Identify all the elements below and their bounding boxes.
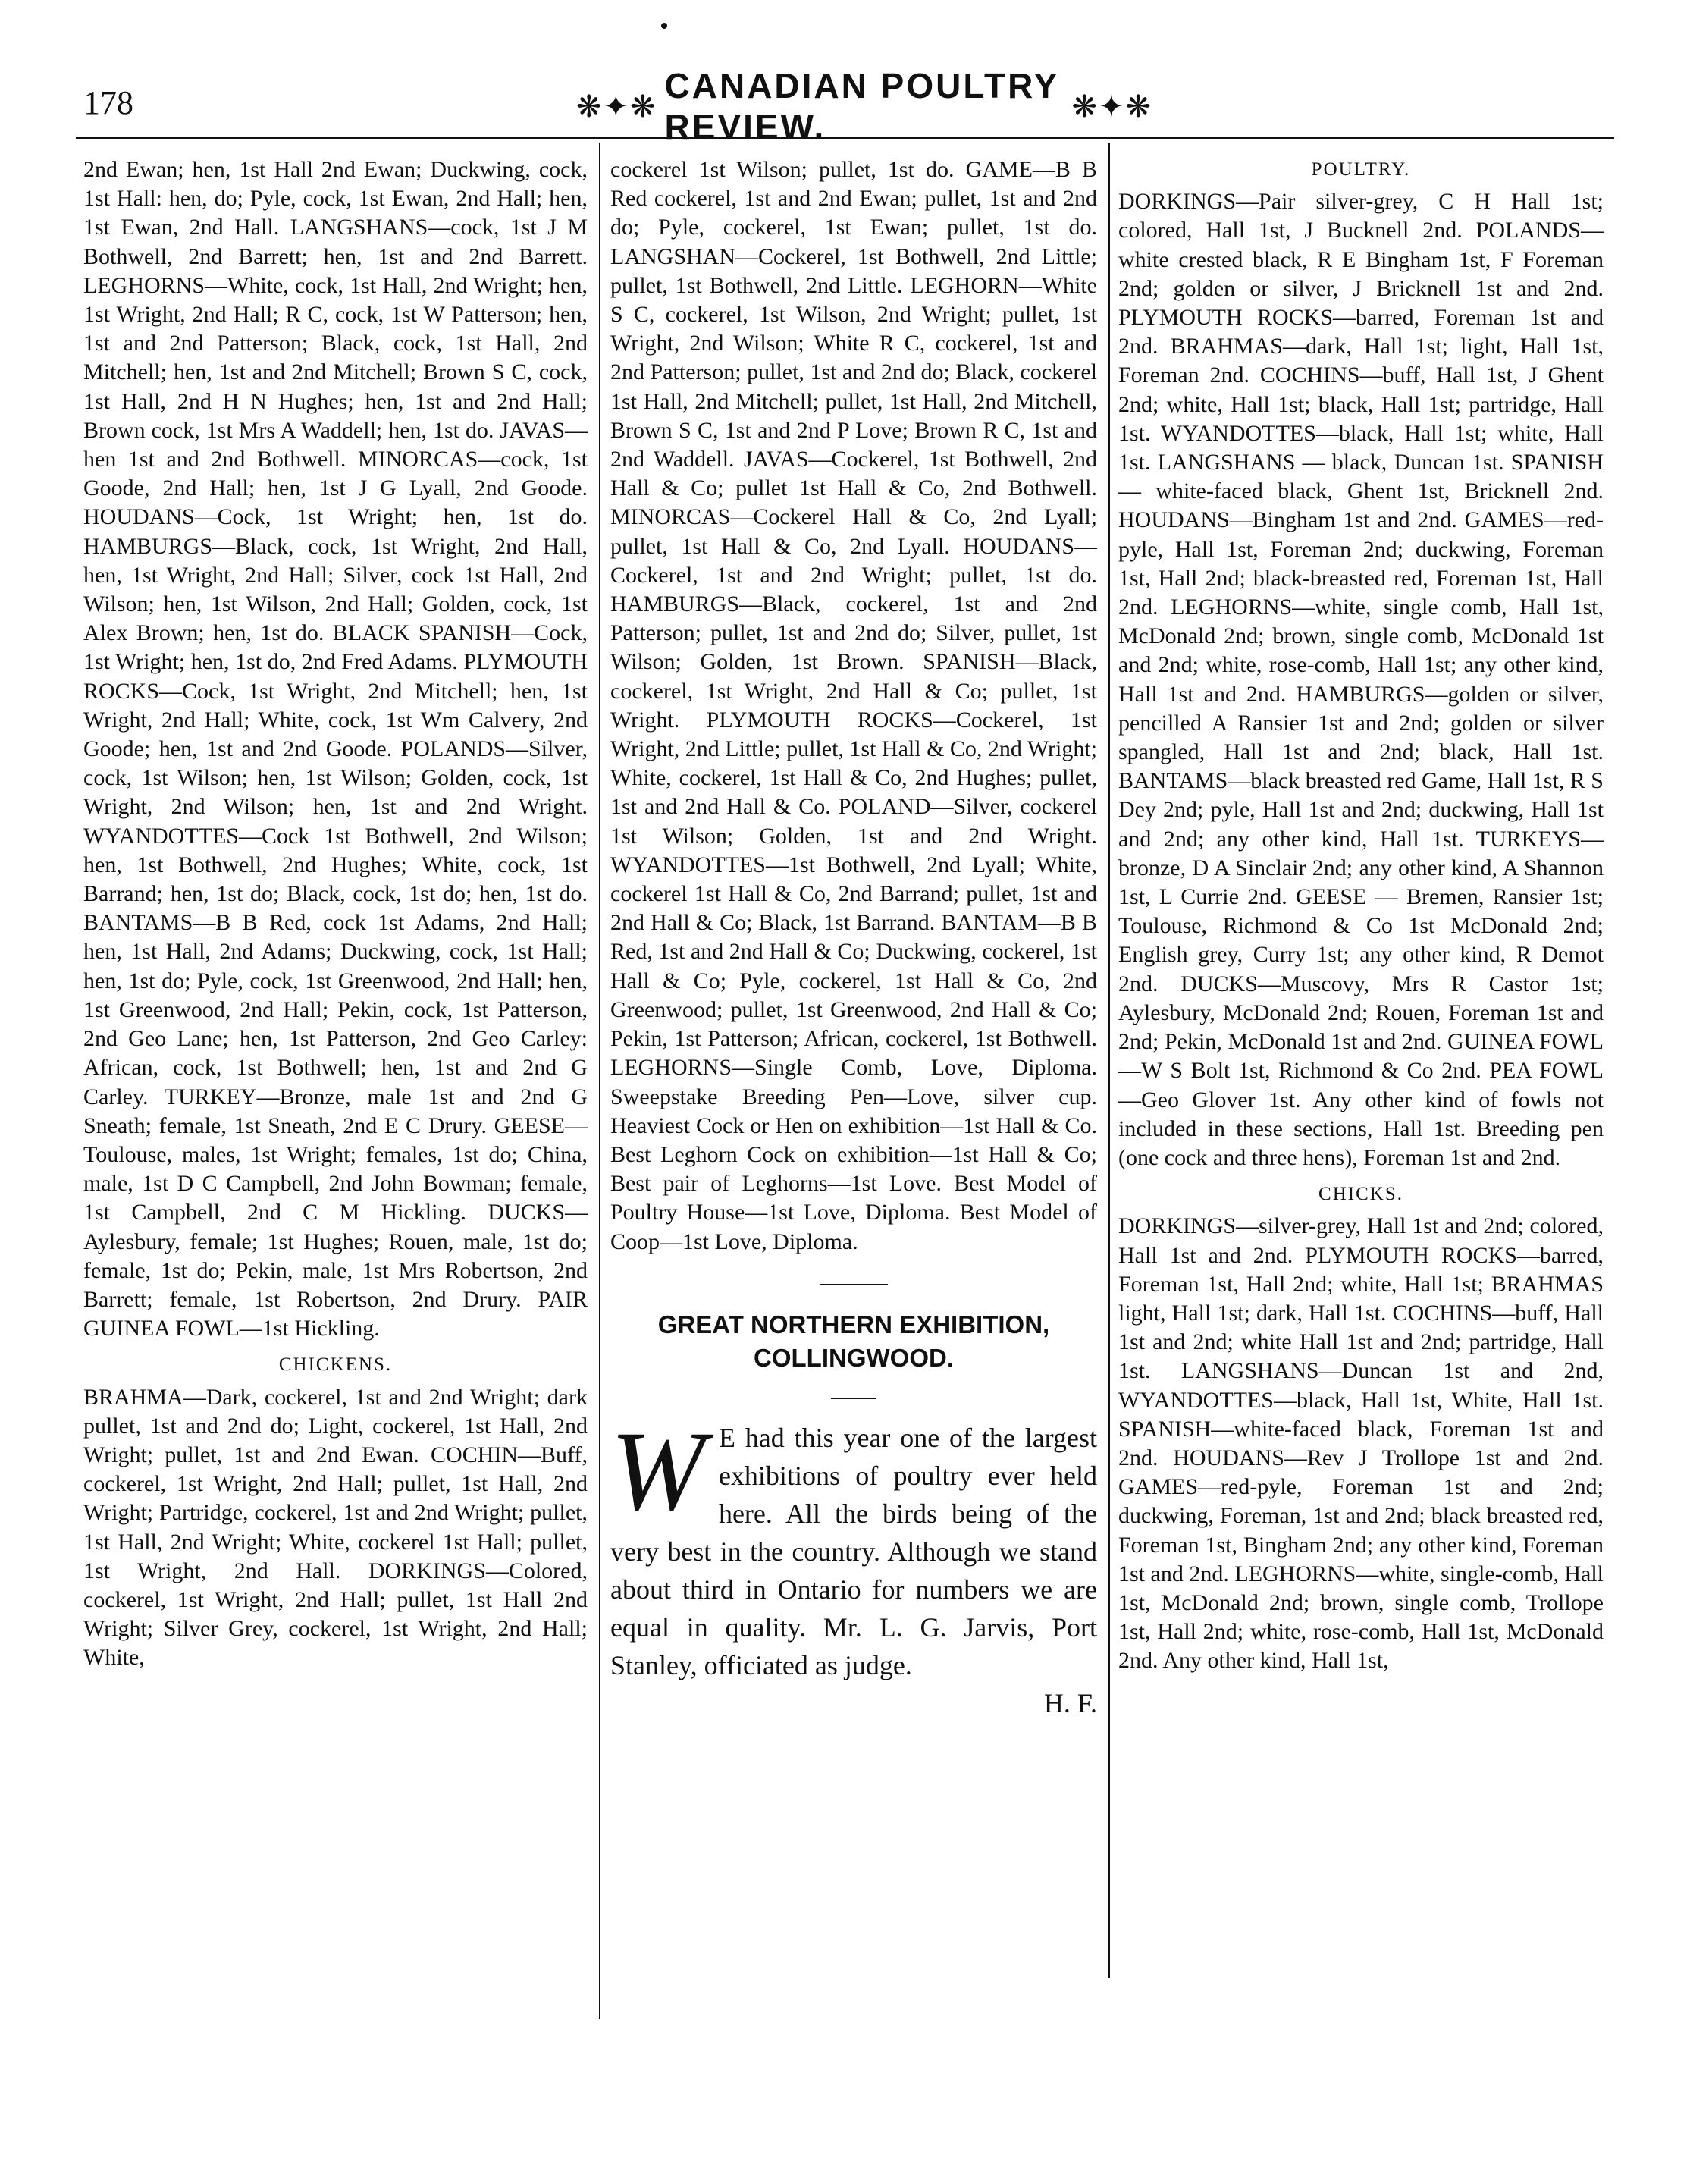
article-signature: H. F. [1043,1687,1097,1718]
article-heading [610,1308,1097,1375]
section-divider [820,1284,888,1285]
masthead [576,66,1152,146]
printer-dot [661,23,667,29]
article-text: E had this year one of the largest exhibitions of poultry ever held here. All the birds being of the very best in the country. Although we stand about third in Ontario for numbers we are equal in quality. Mr. L. G. Jarvis, Port Stanley, officiated as judge. [610,1422,1097,1680]
chickens-text: BRAHMA—Dark, cockerel, 1st and 2nd Wright; dark pullet, 1st and 2nd do; Light, cockerel, 1st Hall, 2nd Wright; pullet, 1st and 2nd Ewan. COCHIN—Buff, cockerel, 1st Wright, 2nd Hall; pullet, 1st Hall, 2nd Wright; Partridge, cockerel, 1st and 2nd Wright; pullet, 1st Hall, 2nd Wright; White, cockerel 1st Hall; pullet, 1st Wright, 2nd Hall. DORKINGS—Colored, cockerel, 1st Wright, 2nd Hall; pullet, 1st Hall 2nd Wright; Silver Grey, cockerel, 1st Wright, 2nd Hall; White, [83,1384,588,1671]
drop-cap: W [610,1407,705,1534]
column-middle [610,155,1097,1722]
prize-list-continued: cockerel 1st Wilson; pullet, 1st do. GAME—B B Red cockerel, 1st and 2nd Ewan; pullet, 1st and 2nd do; Pyle, cockerel, 1st Ewan; pullet, 1st do. LANGSHAN—Cockerel, 1st Bothwell, 2nd Little; pullet, 1st Bothwell, 2nd Little. LEGHORN—White S C, cockerel, 1st Wilson, 2nd Wright; pullet, 1st Wright, 2nd Wilson; White R C, cockerel, 1st and 2nd Patterson; pullet, 1st and 2nd do; Black, cockerel 1st Hall, 2nd Mitchell; pullet, 1st Hall, 2nd Mitchell, Brown S C, 1st and 2nd P Love; Brown R C, 1st and 2nd Waddell. JAVAS—Cockerel, 1st Bothwell, 2nd Hall & Co; pullet 1st Hall & Co, 2nd Bothwell. MINORCAS—Cockerel Hall & Co, 2nd Lyall; pullet, 1st Hall & Co, 2nd Lyall. HOUDANS—Cockerel, 1st and 2nd Wright; pullet, 1st do. HAMBURGS—Black, cockerel, 1st and 2nd Patterson; pullet, 1st and 2nd do; Silver, pullet, 1st Wilson; Golden, 1st Brown. SPANISH—Black, cockerel, 1st Wright, 2nd Hall & Co; pullet, 1st Wright. PLYMOUTH ROCKS—Cockerel, 1st Wright, 2nd Little; pullet, 1st Hall & Co, 2nd Wright; White, cockerel, 1st Hall & Co, 2nd Hughes; pullet, 1st and 2nd Hall & Co. POLAND—Silver, cockerel 1st Wilson; Golden, 1st and 2nd Wright. WYANDOTTES—1st Bothwell, 2nd Lyall; White, cockerel 1st Hall & Co, 2nd Barrand; pullet, 1st and 2nd Hall & Co; Black, 1st Barrand. BANTAM—B B Red, 1st and 2nd Hall & Co; Duckwing, cockerel, 1st Hall & Co; Pyle, cockerel, 1st Hall & Co, 2nd Greenwood; pullet, 1st Greenwood, 2nd Hall & Co; Pekin, 1st Patterson; African, cockerel, 1st Bothwell. LEGHORNS—Single Comb, Love, Diploma. Sweepstake Breeding Pen—Love, silver cup. Heaviest Cock or Hen on exhibition—1st Hall & Co. Best Leghorn Cock on exhibition—1st Hall & Co; Best pair of Leghorns—1st Love. Best Model of Poultry House—1st Love, Diploma. Best Model of Coop—1st Love, Diploma. [610,157,1097,1254]
chicks-text: DORKINGS—silver-grey, Hall 1st and 2nd; colored, Hall 1st and 2nd. PLYMOUTH ROCKS—barred, Foreman 1st, Hall 2nd; white, Hall 1st; BRAHMAS light, Hall 1st; dark, Hall 1st. COCHINS—buff, Hall 1st and 2nd; white Hall 1st and 2nd; partridge, Hall 1st. LANGSHANS—Duncan 1st and 2nd, WYANDOTTES—black, Hall 1st, White, Hall 1st. SPANISH—white-faced black, Foreman 1st and 2nd. HOUDANS—Rev J Trollope 1st and 2nd. GAMES—red-pyle, Foreman 1st and 2nd; duckwing, Foreman, 1st and 2nd; black breasted red, Foreman 1st, Bingham 2nd; any other kind, Foreman 1st and 2nd. LEGHORNS—white, single-comb, Hall 1st, McDonald 2nd; brown, single comb, Trollope 1st, Hall 2nd; white, rose-comb, Hall 1st, McDonald 2nd. Any other kind, Hall 1st, [1118,1213,1604,1674]
subheading-chicks: CHICKS. [1318,1184,1403,1205]
column-right [1118,155,1604,1676]
article-heading-line1: GREAT NORTHERN EXHIBITION, [657,1310,1050,1338]
poultry-text: DORKINGS—Pair silver-grey, C H Hall 1st; colored, Hall 1st, J Bucknell 2nd. POLANDS—white crested black, R E Bingham 1st, F Foreman 2nd; golden or silver, J Bricknell 1st and 2nd. PLYMOUTH ROCKS—barred, Foreman 1st and 2nd. BRAHMAS—dark, Hall 1st; light, Hall 1st, Foreman 2nd. COCHINS—buff, Hall 1st, J Ghent 2nd; white, Hall 1st; black, Hall 1st; partridge, Hall 1st. WYANDOTTES—black, Hall 1st; white, Hall 1st. LANGSHANS — black, Duncan 1st. SPANISH — white-faced black, Ghent 1st, Bricknell 2nd. HOUDANS—Bingham 1st and 2nd. GAMES—red-pyle, Hall 1st, Foreman 2nd; duckwing, Foreman 1st, Hall 2nd; black-breasted red, Foreman 1st, Hall 2nd. LEGHORNS—white, single comb, Hall 1st, McDonald 2nd; brown, single comb, McDonald 1st and 2nd; white, rose-comb, Hall 1st; any other kind, Hall 1st and 2nd. HAMBURGS—golden or silver, pencilled A Ransier 1st and 2nd; golden or silver spangled, Hall 1st and 2nd; black, Hall 1st. BANTAMS—black breasted red Game, Hall 1st, R S Dey 2nd; pyle, Hall 1st and 2nd; duckwing, Hall 1st and 2nd; any other kind, Hall 1st. TURKEYS—bronze, D A Sinclair 2nd; any other kind, A Shannon 1st, L Currie 2nd. GEESE — Bremen, Ransier 1st; Toulouse, Richmond & Co 1st McDonald 2nd; English grey, Curry 1st; any other kind, R Demot 2nd. DUCKS—Muscovy, Mrs R Castor 1st; Aylesbury, McDonald 2nd; Rouen, Foreman 1st and 2nd; Pekin, McDonald 1st and 2nd. GUINEA FOWL—W S Bolt 1st, Richmond & Co 2nd. PEA FOWL—Geo Glover 1st. Any other kind of fowls not included in these sections, Hall 1st. Breeding pen (one cock and three hens), Foreman 1st and 2nd. [1118,189,1604,1170]
header-rule [76,136,1614,139]
article-heading-line2: COLLINGWOOD. [754,1343,954,1372]
article-body [610,1407,1097,1684]
subheading-chickens: CHICKENS. [278,1354,393,1376]
column-left [83,155,588,1673]
ornament-left-icon: ❋✦❋ [576,89,657,124]
heading-divider [831,1398,876,1399]
masthead-title: CANADIAN POULTRY REVIEW. [664,66,1059,146]
prize-list-text: 2nd Ewan; hen, 1st Hall 2nd Ewan; Duckwing, cock, 1st Hall: hen, do; Pyle, cock, 1st Ewan, 2nd Hall; hen, 1st Ewan, 2nd Hall. LANGSHANS—cock, 1st J M Bothwell, 2nd Barrett; hen, 1st and 2nd Barrett. LEGHORNS—White, cock, 1st Hall, 2nd Wright; hen, 1st Wright, 2nd Hall; R C, cock, 1st W Patterson; hen, 1st and 2nd Patterson; Black, cock, 1st Hall, 2nd Mitchell; hen, 1st and 2nd Mitchell; Brown S C, cock, 1st Hall, 2nd H N Hughes; hen, 1st and 2nd Hall; Brown cock, 1st Mrs A Waddell; hen, 1st do. JAVAS—hen 1st and 2nd Bothwell. MINORCAS—cock, 1st Goode, 2nd Hall; hen, 1st J G Lyall, 2nd Goode. HOUDANS—Cock, 1st Wright; hen, 1st do. HAMBURGS—Black, cock, 1st Wright, 2nd Hall, hen, 1st Wright, 2nd Hall; Silver, cock 1st Hall, 2nd Wilson; hen, 1st Wilson, 2nd Hall; Golden, cock, 1st Alex Brown; hen, 1st do. BLACK SPANISH—Cock, 1st Wright; hen, 1st do, 2nd Fred Adams. PLYMOUTH ROCKS—Cock, 1st Wright, 2nd Mitchell; hen, 1st Wright, 2nd Hall; White, cock, 1st Wm Calvery, 2nd Goode; hen, 1st and 2nd Goode. POLANDS—Silver, cock, 1st Wilson; hen, 1st Wilson; Golden, cock, 1st Wright, 2nd Wilson; hen, 1st and 2nd Wright. WYANDOTTES—Cock 1st Bothwell, 2nd Wilson; hen, 1st Bothwell, 2nd Hughes; White, cock, 1st Barrand; hen, 1st do; Black, cock, 1st do; hen, 1st do. BANTAMS—B B Red, cock 1st Adams, 2nd Hall; hen, 1st Hall, 2nd Adams; Duckwing, cock, 1st Hall; hen, 1st do; Pyle, cock, 1st Greenwood, 2nd Hall; hen, 1st Greenwood, 2nd Hall; Pekin, cock, 1st Patterson, 2nd Geo Lane; hen, 1st Patterson, 2nd Geo Carley: African, cock, 1st Bothwell; hen, 1st and 2nd G Carley. TURKEY—Bronze, male 1st and 2nd G Sneath; female, 1st Sneath, 2nd E C Drury. GEESE—Toulouse, males, 1st Wright; females, 1st do; China, male, 1st D C Campbell, 2nd John Bowman; female, 1st Campbell, 2nd C M Hickling. DUCKS—Aylesbury, female; 1st Hughes; Rouen, male, 1st do; female, 1st do; Pekin, male, 1st Mrs Robertson, 2nd Barrett; female, 1st Robertson, 2nd Drury. PAIR GUINEA FOWL—1st Hickling. [83,157,588,1341]
column-rule-right [1108,143,1110,1978]
column-rule-left [599,143,600,2019]
page-number: 178 [83,84,133,121]
ornament-right-icon: ❋✦❋ [1071,89,1152,124]
subheading-poultry: POULTRY. [1311,159,1411,180]
